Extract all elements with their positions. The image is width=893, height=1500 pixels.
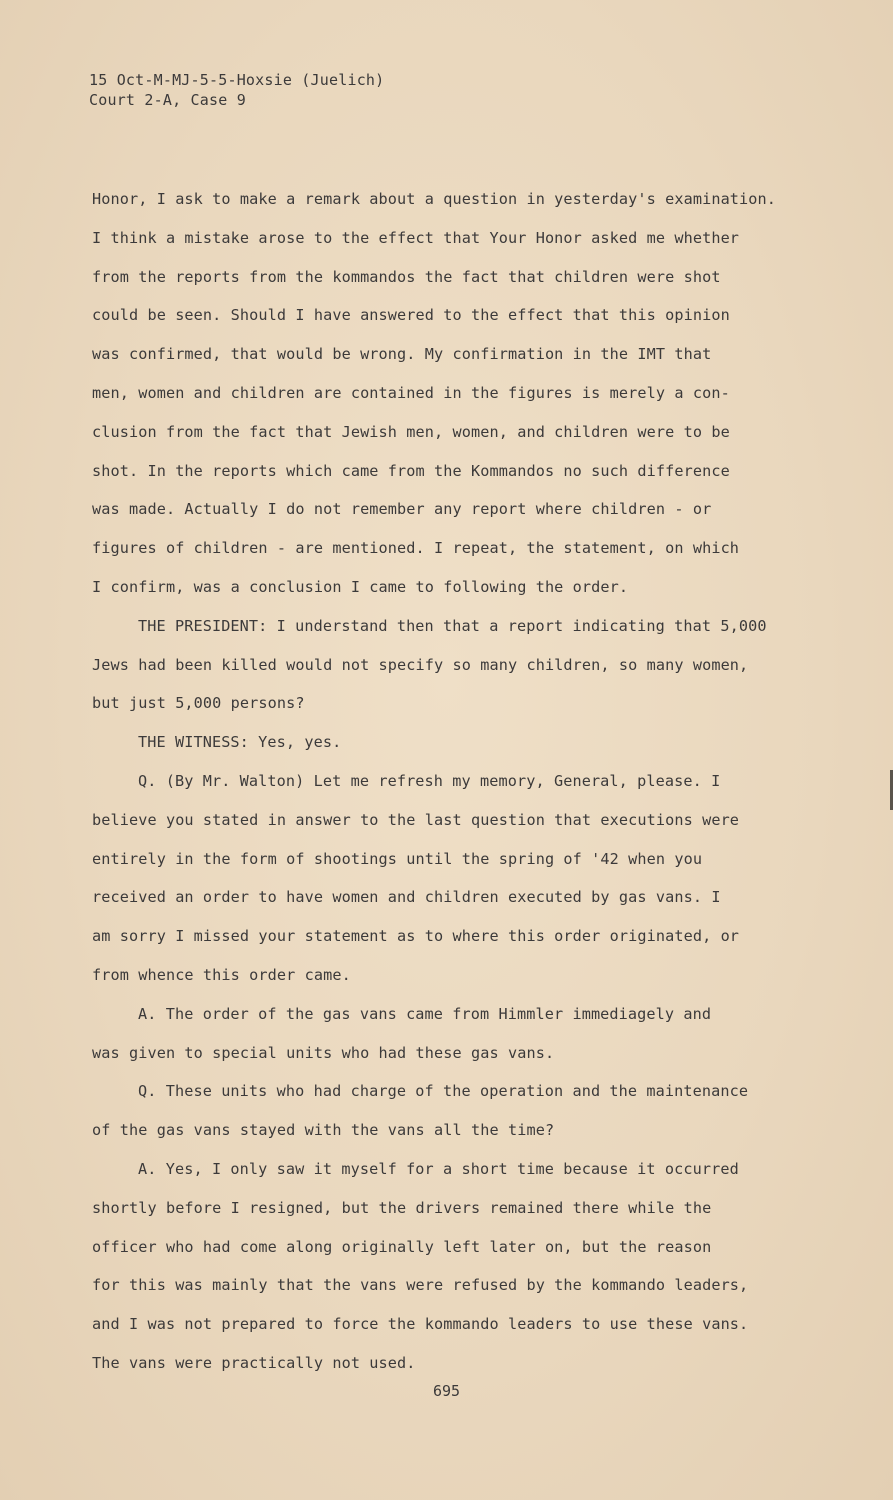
transcript-line: entirely in the form of shootings until the spring of '42 when you: [92, 849, 703, 868]
transcript-line: from the reports from the kommandos the fact that children were shot: [92, 267, 721, 286]
transcript-line: and I was not prepared to force the kommando leaders to use these vans.: [92, 1315, 749, 1334]
transcript-line: of the gas vans stayed with the vans all the time?: [92, 1121, 555, 1140]
transcript-line-president: THE PRESIDENT: I understand then that a report indicating that 5,000: [138, 616, 767, 635]
transcript-line: for this was mainly that the vans were refused by the kommando leaders,: [92, 1276, 749, 1295]
page-number: 695: [432, 1382, 461, 1400]
transcript-line: received an order to have women and children executed by gas vans. I: [92, 888, 721, 907]
transcript-line: was confirmed, that would be wrong. My confirmation in the IMT that: [92, 345, 712, 364]
transcript-line: from whence this order came.: [92, 965, 351, 984]
transcript-line: officer who had come along originally left later on, but the reason: [92, 1237, 712, 1256]
transcript-line: shortly before I resigned, but the drivers remained there while the: [92, 1198, 712, 1217]
transcript-body: [92, 180, 812, 1383]
transcript-line: could be seen. Should I have answered to the effect that this opinion: [92, 306, 730, 325]
transcript-line-answer: A. Yes, I only saw it myself for a short time because it occurred: [138, 1159, 739, 1178]
transcript-line: was given to special units who had these gas vans.: [92, 1043, 555, 1062]
transcript-line: believe you stated in answer to the last question that executions were: [92, 810, 740, 829]
header-court-case: Court 2-A, Case 9: [89, 91, 246, 109]
document-header: [89, 70, 384, 110]
transcript-line-question: Q. These units who had charge of the operation and the maintenance: [138, 1082, 749, 1101]
header-reference: 15 Oct-M-MJ-5-5-Hoxsie (Juelich): [89, 71, 385, 89]
transcript-line: but just 5,000 persons?: [92, 694, 305, 713]
transcript-line-witness: THE WITNESS: Yes, yes.: [138, 733, 342, 752]
transcript-line: I confirm, was a conclusion I came to following the order.: [92, 577, 629, 596]
transcript-line: I think a mistake arose to the effect that Your Honor asked me whether: [92, 228, 740, 247]
transcript-line: was made. Actually I do not remember any report where children - or: [92, 500, 712, 519]
transcript-line: Jews had been killed would not specify so many children, so many women,: [92, 655, 749, 674]
transcript-line: men, women and children are contained in the figures is merely a con-: [92, 383, 730, 402]
transcript-line: am sorry I missed your statement as to where this order originated, or: [92, 927, 740, 946]
transcript-line-answer: A. The order of the gas vans came from Himmler immediagely and: [138, 1004, 712, 1023]
transcript-line: shot. In the reports which came from the Kommandos no such difference: [92, 461, 730, 480]
transcript-line: The vans were practically not used.: [92, 1353, 416, 1372]
transcript-line: Honor, I ask to make a remark about a question in yesterday's examination.: [92, 190, 777, 208]
transcript-line: clusion from the fact that Jewish men, women, and children were to be: [92, 422, 730, 441]
transcript-line-question: Q. (By Mr. Walton) Let me refresh my memory, General, please. I: [138, 771, 721, 790]
transcript-line: figures of children - are mentioned. I repeat, the statement, on which: [92, 539, 740, 558]
